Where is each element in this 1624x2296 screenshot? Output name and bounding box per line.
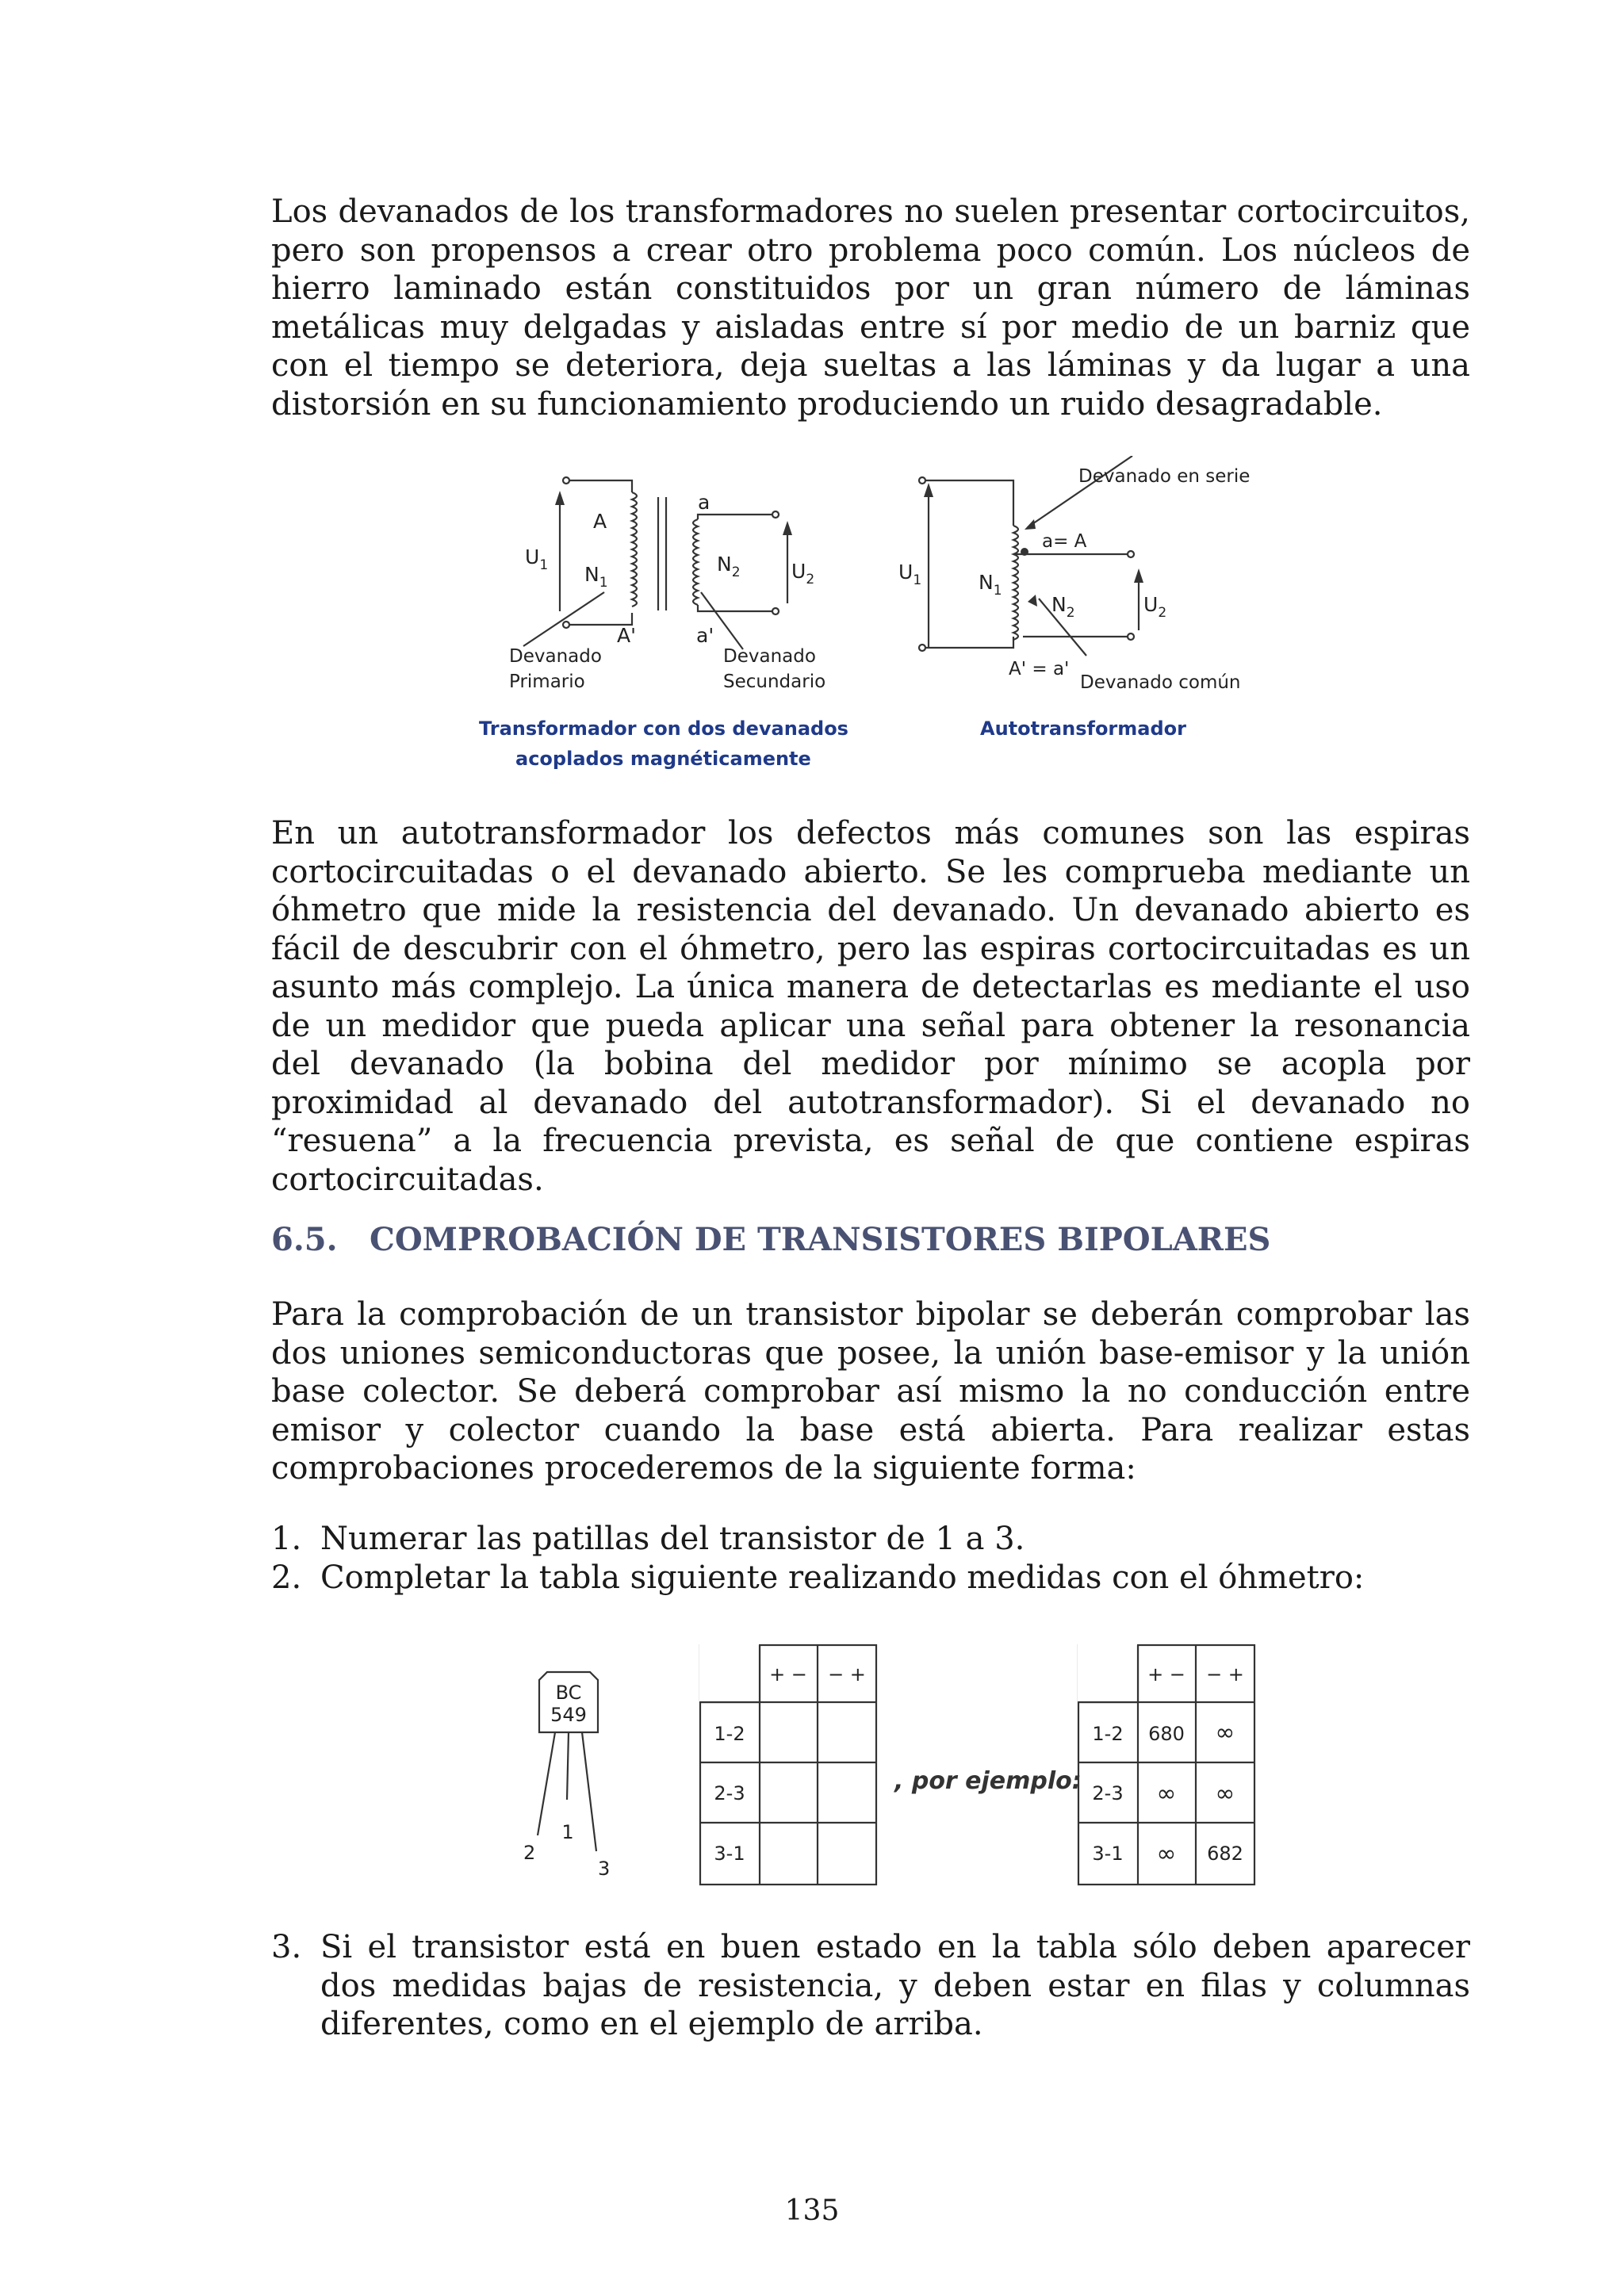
list-item: 3. Si el transistor está en buen estado en la tabla sólo deben aparecer dos medidas bajas de resistencia, y deben estar en filas y columnas diferentes, como en el ejemplo de arriba. [271,1929,1470,2042]
svg-text:Secundario: Secundario [723,672,826,692]
svg-text:N2: $N_2$ [717,553,741,580]
svg-text:3-1: 3-1 [1092,1843,1124,1865]
steps-list [271,1520,1470,1597]
table-cell: ∞ [1156,1780,1177,1808]
svg-text:549: 549 [550,1704,587,1726]
svg-text:A' = a': A' = a' [1009,659,1070,679]
svg-text:U2: $U_2$ [791,560,815,587]
svg-text:BC: BC [555,1682,582,1704]
caption-two-windings: Transformador con dos devanados [479,718,848,740]
caption-autotransformer: Autotransformador [980,718,1186,740]
svg-text:2: 2 [523,1842,536,1864]
table-cell: 682 [1207,1843,1243,1865]
table-cell: 680 [1148,1723,1185,1745]
table-cell: ∞ [1215,1780,1235,1808]
svg-text:1-2: 1-2 [1092,1723,1124,1745]
svg-text:Devanado: Devanado [509,646,602,667]
svg-text:N1: $N_1$ [584,563,608,591]
svg-text:acoplados magnéticamente: acoplados magnéticamente [515,748,811,770]
svg-text:+ −: + − [769,1663,807,1686]
table-cell: ∞ [1215,1719,1235,1747]
page-number: 135 [784,2195,840,2227]
svg-text:Primario: Primario [509,672,585,692]
paragraph-bipolar-check: Para la comprobación de un transistor bipolar se deberán comprobar las dos uniones semiconductoras que posee, la unión base-emisor y la unión base colector. Se deberá comprobar así mismo la no conducción entre emisor y colector cuando la base está abierta. Para realizar estas comprobaciones procederemos de la siguiente forma: [271,1296,1470,1487]
svg-text:N2: $N_2$ [1051,593,1075,621]
svg-text:+ −: + − [1147,1663,1185,1686]
svg-text:U2: $U_2$ [1143,593,1167,621]
table-cell: ∞ [1156,1840,1177,1868]
svg-text:Devanado común: Devanado común [1080,672,1241,693]
svg-text:a: a [698,491,710,514]
paragraph-autotransformer-defects: En un autotransformador los defectos más comunes son las espiras cortocircuitadas o el devanado abierto. Se les comprueba mediante un óhmetro que mide la resistencia del devanado. Un devanado abierto es fácil de descubrir con el óhmetro, pero las espiras cortocircuitadas es un asunto más complejo. La única manera de detectarlas es mediante el uso de un medidor que pueda aplicar una señal para obtener la resonancia del devanado (la bobina del medidor por mínimo se acopla por proximidad al devanado del autotransformador). Si el devanado no “resuena” a la frecuencia prevista, es señal de que contiene espiras cortocircuitadas. [271,815,1470,1198]
svg-text:3: 3 [598,1858,611,1880]
svg-text:2-3: 2-3 [714,1782,745,1804]
list-item: 2. Completar la tabla siguiente realizando medidas con el óhmetro: [271,1559,1365,1596]
svg-text:U1: $U_1$ [898,561,922,588]
svg-text:A': A' [617,624,636,647]
svg-text:a= A: a= A [1042,531,1087,552]
svg-text:− +: − + [828,1663,866,1686]
transformer-diagram [468,456,1293,789]
svg-text:Devanado: Devanado [723,646,816,667]
svg-text:2-3: 2-3 [1092,1782,1124,1804]
paragraph-transformer-laminations: Los devanados de los transformadores no suelen presentar cortocircuitos, pero son propensos a crear otro problema poco común. Los núcleos de hierro laminado están constituidos por un gran número de láminas metálicas muy delgadas y aisladas entre sí por medio de un barniz que con el tiempo se deteriora, deja sueltas a las láminas y da lugar a una distorsión en su funcionamiento produciendo un ruido desagradable. [271,193,1470,423]
svg-text:3-1: 3-1 [714,1843,745,1865]
steps-list-continued [271,1928,1470,2044]
list-item: 1. Numerar las patillas del transistor de 1 a 3. [271,1521,1025,1557]
svg-text:− +: − + [1206,1663,1244,1686]
transistor-table-figure [500,1637,1269,1891]
svg-text:Devanado en serie: Devanado en serie [1078,466,1251,487]
svg-text:N1: $N_1$ [979,571,1002,599]
section-heading: 6.5. COMPROBACIÓN DE TRANSISTORES BIPOLARES [271,1221,1271,1258]
svg-text:1-2: 1-2 [714,1723,745,1745]
label-A: A [593,510,607,533]
svg-text:a': a' [696,624,714,647]
por-ejemplo-label: , por ejemplo: [894,1767,1082,1795]
svg-text:U1: $U_1$ [525,545,549,573]
svg-text:1: 1 [561,1821,574,1843]
